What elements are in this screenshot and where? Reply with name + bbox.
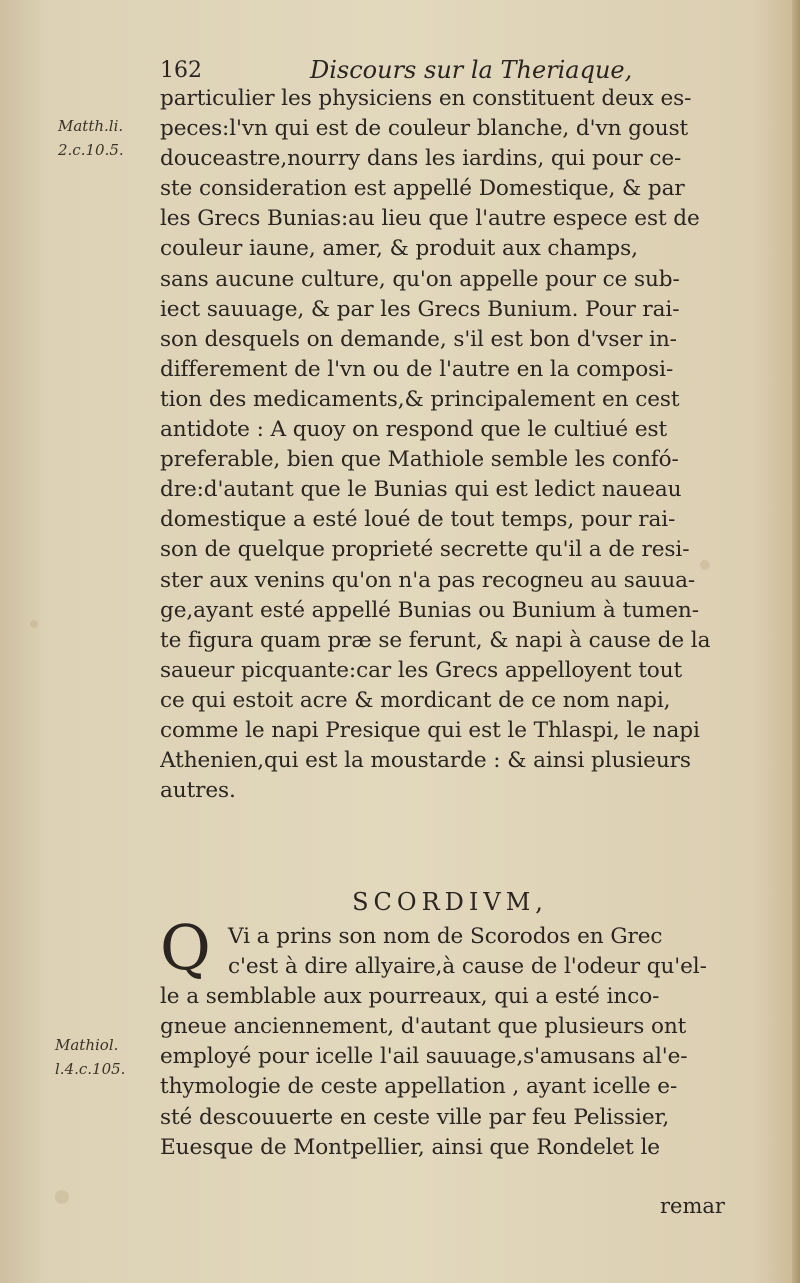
text-line: differement de l'vn ou de l'autre en la composi- bbox=[160, 356, 674, 382]
text-line: iect sauuage, & par les Grecs Bunium. Pour rai- bbox=[160, 296, 680, 322]
section-heading: SCORDIVM, bbox=[352, 888, 548, 916]
text-line: antidote : A quoy on respond que le cultiué est bbox=[160, 417, 668, 443]
text-line: Euesque de Montpellier, ainsi que Rondelet le bbox=[160, 1134, 660, 1160]
text-line: sans aucune culture, qu'on appelle pour ce sub- bbox=[160, 266, 680, 292]
text-line: ste consideration est appellé Domestique, & par bbox=[160, 176, 685, 202]
text-line: thymologie de ceste appellation , ayant icelle e- bbox=[160, 1074, 678, 1100]
paragraph-theriaque bbox=[160, 84, 740, 806]
text-line: comme le napi Presique qui est le Thlaspi, le napi bbox=[160, 717, 700, 743]
text-line: douceastre,nourry dans les iardins, qui pour ce- bbox=[160, 146, 682, 172]
text-line: tion des medicaments,& principalement en cest bbox=[160, 386, 680, 412]
text-line: employé pour icelle l'ail sauuage,s'amusans al'e- bbox=[160, 1044, 688, 1070]
margin-note-line: 2.c.10.5. bbox=[58, 141, 124, 159]
text-line: les Grecs Bunias:au lieu que l'autre espece est de bbox=[160, 206, 700, 232]
text-line: ce qui estoit acre & mordicant de ce nom napi, bbox=[160, 687, 671, 713]
page-edge bbox=[792, 0, 800, 1283]
text-line: te figura quam præ se ferunt, & napi à cause de la bbox=[160, 627, 711, 653]
text-line: particulier les physiciens en constituent deux es- bbox=[160, 86, 692, 111]
text-line: dre:d'autant que le Bunias qui est ledict naueau bbox=[160, 477, 682, 503]
catchword: remar bbox=[660, 1194, 725, 1218]
text-line: le a semblable aux pourreaux, qui a esté inco- bbox=[160, 984, 660, 1010]
text-line: ge,ayant esté appellé Bunias ou Bunium à tumen- bbox=[160, 597, 699, 623]
paper-stain bbox=[55, 1190, 69, 1204]
text-line: c'est à dire allyaire,à cause de l'odeur qu'el- bbox=[228, 954, 707, 980]
margin-note-mathiol bbox=[55, 1033, 125, 1081]
text-line: sté descouuerte en ceste ville par feu Pelissier, bbox=[160, 1104, 670, 1130]
text-line: couleur iaune, amer, & produit aux champs, bbox=[160, 236, 638, 262]
margin-note-line: Mathiol. bbox=[55, 1036, 119, 1054]
page-number: 162 bbox=[160, 58, 202, 83]
text-line: preferable, bien que Mathiole semble les confó- bbox=[160, 447, 679, 473]
paper-stain bbox=[30, 620, 38, 628]
text-line: son de quelque proprieté secrette qu'il a de resi- bbox=[160, 537, 690, 563]
paragraph-scordium bbox=[160, 922, 740, 1163]
margin-note-line: Matth.li. bbox=[58, 117, 124, 135]
text-line: son desquels on demande, s'il est bon d'vser in- bbox=[160, 326, 677, 352]
text-line: peces:l'vn qui est de couleur blanche, d'vn goust bbox=[160, 116, 689, 142]
text-line: Athenien,qui est la moustarde : & ainsi plusieurs bbox=[160, 748, 691, 774]
text-line: ster aux venins qu'on n'a pas recogneu au sauua- bbox=[160, 567, 696, 593]
text-line: saueur picquante:car les Grecs appelloyent tout bbox=[160, 657, 683, 683]
running-title: Discours sur la Theriaque, bbox=[310, 56, 633, 84]
text-line: Vi a prins son nom de Scorodos en Grec bbox=[228, 924, 663, 949]
text-line: gneue anciennement, d'autant que plusieurs ont bbox=[160, 1014, 687, 1040]
text-line: autres. bbox=[160, 778, 236, 804]
text-line: domestique a esté loué de tout temps, pour rai- bbox=[160, 507, 676, 533]
drop-cap: Q bbox=[160, 911, 211, 984]
margin-note-matth bbox=[58, 114, 124, 162]
margin-note-line: l.4.c.105. bbox=[55, 1060, 126, 1078]
